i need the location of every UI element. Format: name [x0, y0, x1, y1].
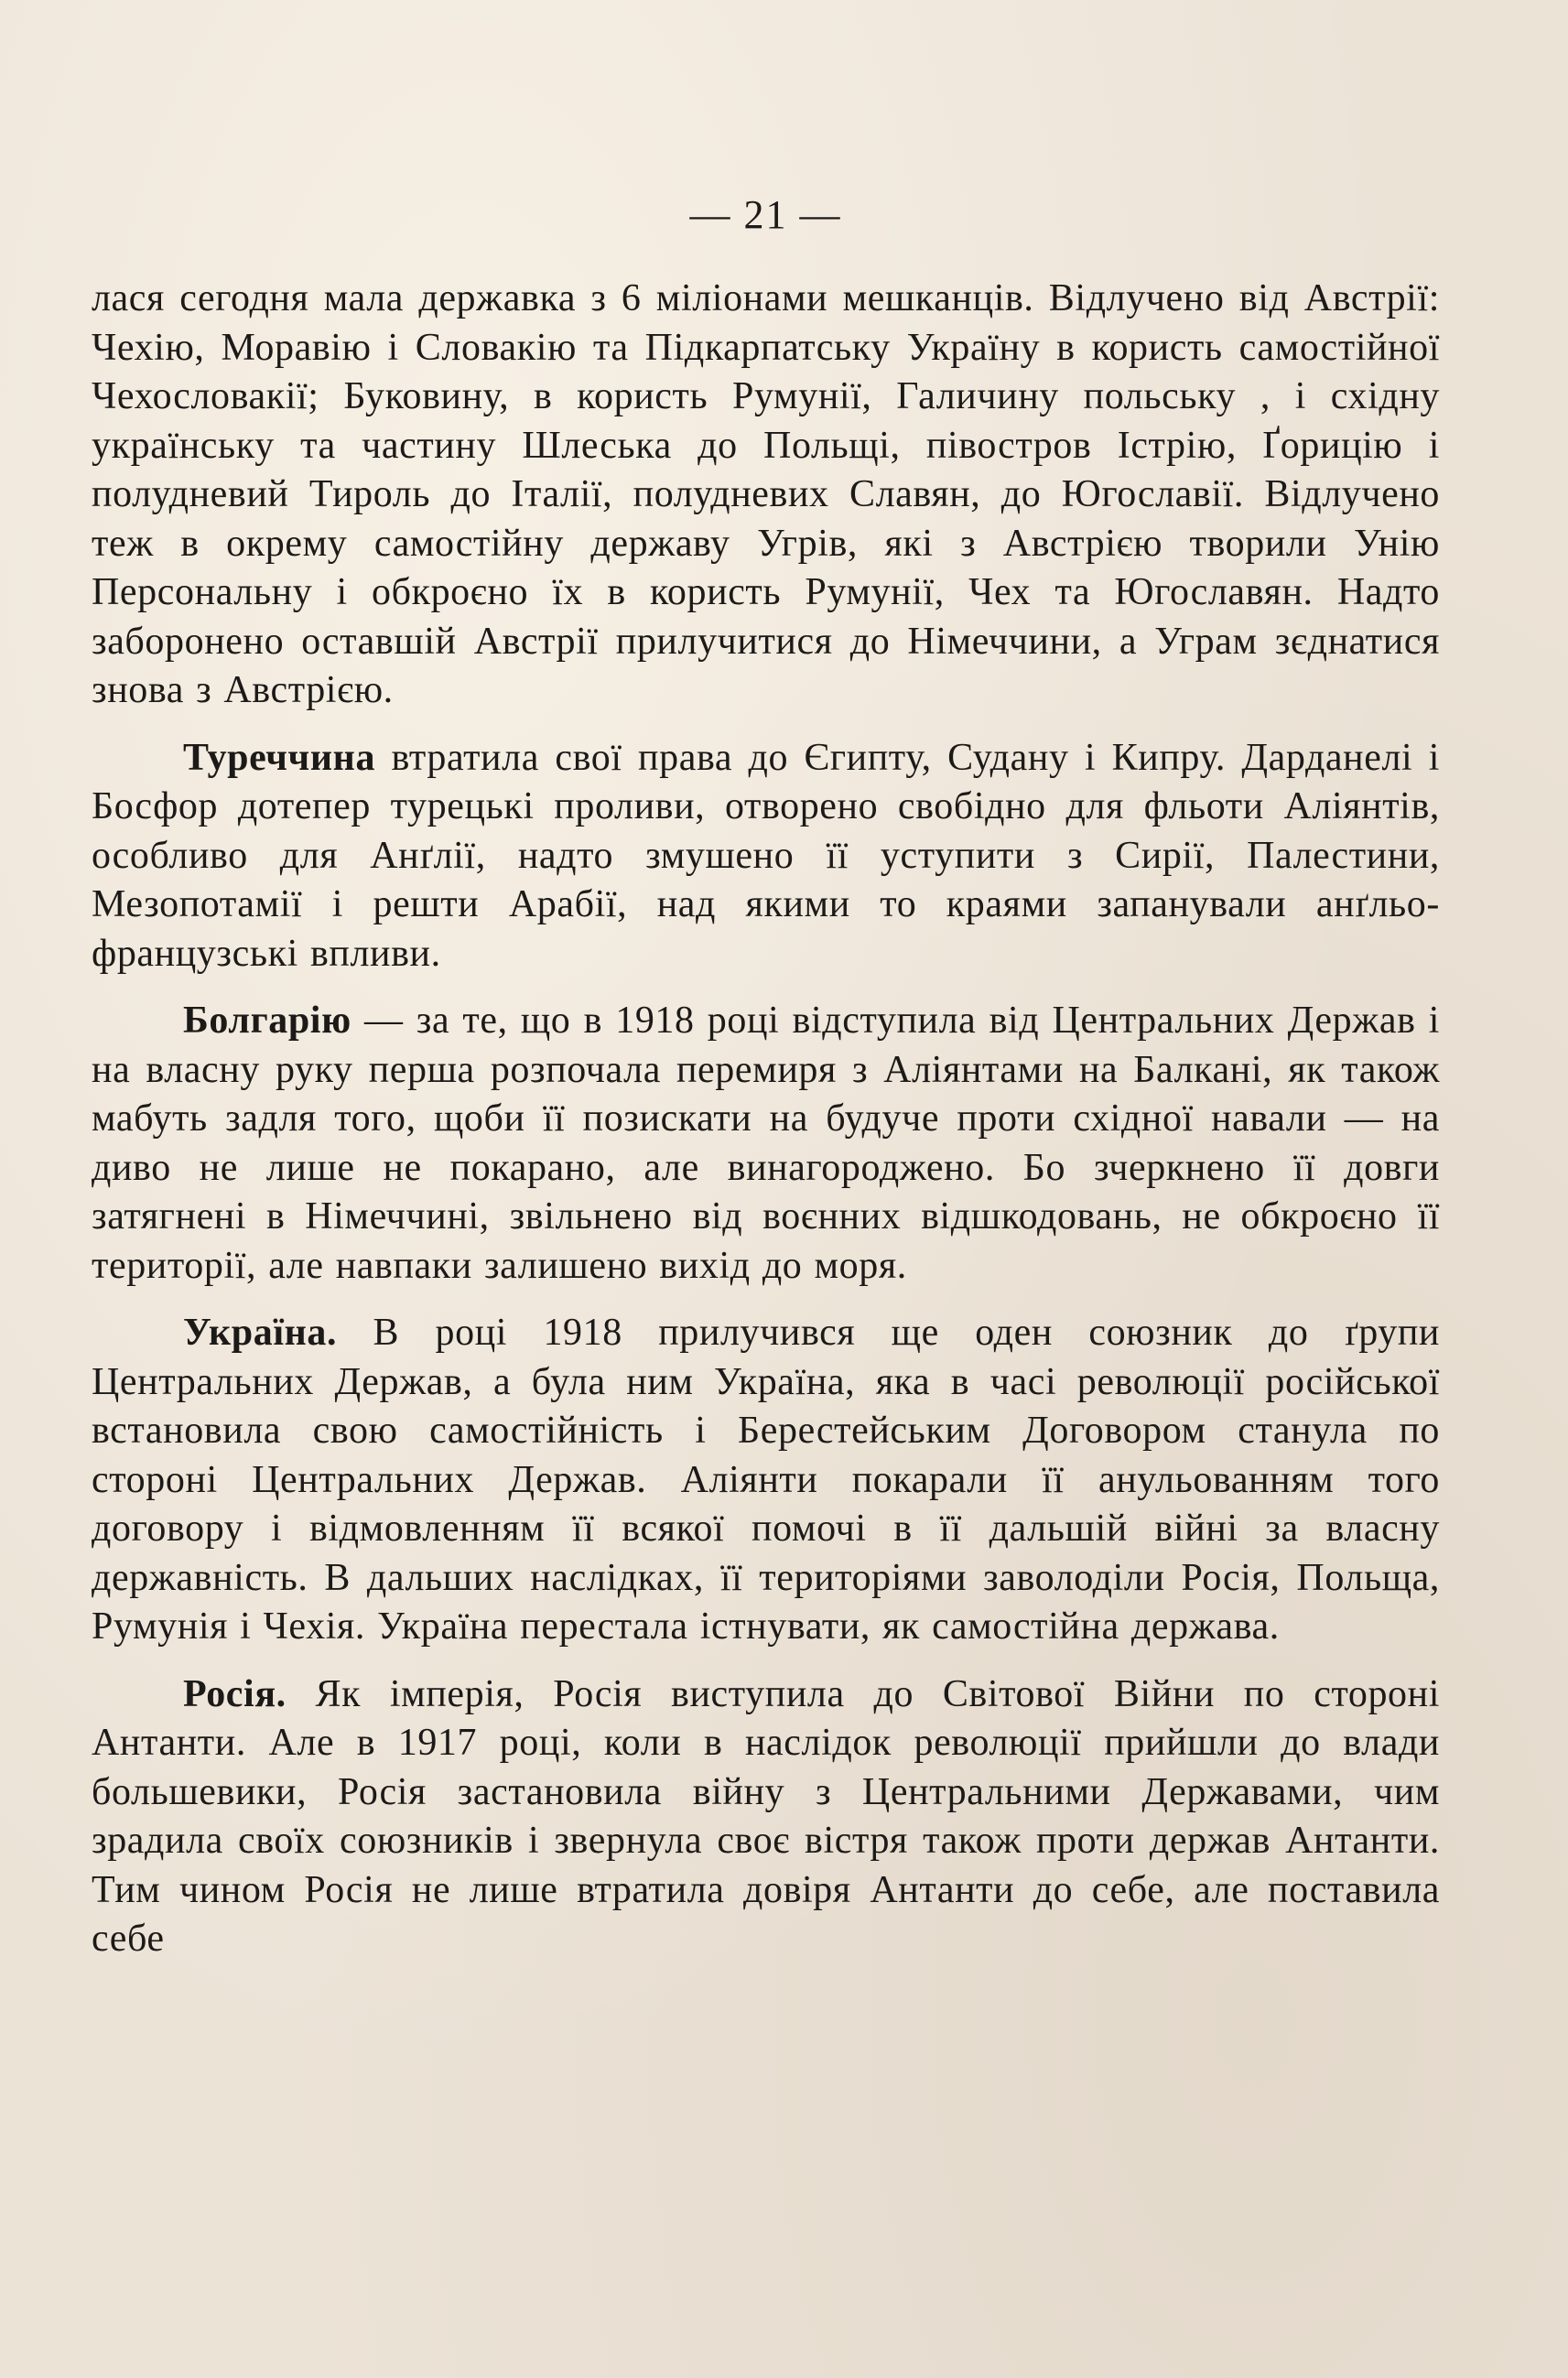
- paragraph-text: лася сегодня мала державка з 6 міліонами мешканців. Відлучено від Австрії: Чехію, Моравію і Словакію та Підкарпатську Україну в користь самостійної Чехословакії; Буковину, в користь Румунії, Галичину польську , і східну українську та частину Шлеська до Польщі, півостров Істрію, Ґорицію і полудневий Тироль до Італії, полудневих Славян, до Югославії. Відлучено теж в окрему самостійну державу Угрів, які з Австрією творили Унію Персональну і обкроєно їх в користь Румунії, Чех та Югославян. Надто заборонено оставшій Австрії прилучитися до Німеччини, а Уграм зєднатися знова з Австрією.: [92, 277, 1440, 711]
- paragraph-lead: Болгарію: [183, 1000, 351, 1042]
- paragraph-lead: Туреччина: [183, 736, 376, 779]
- paragraph-text: втратила свої права до Єгипту, Судану і Кипру. Дарданелі і Босфор дотепер турецькі проливи, отворено свобідно для фльоти Аліянтів, особливо для Анґлії, надто змушено її уступити з Сирії, Палестини, Мезопотамії і решти Арабії, над якими то краями запанували анґльо-французські впливи.: [92, 736, 1440, 975]
- paragraph-text: В році 1918 прилучився ще оден союзник до ґрупи Центральних Держав, а була ним Україна, яка в часі революції російської встановила свою самостійність і Берестейським Договором станула по стороні Центральних Держав. Аліянти покарали її анульованням того договору і відмовленням її всякої помочі в її дальшій війні за власну державність. В дальших наслідках, її територіями заволоділи Росія, Польща, Румунія і Чехія. Україна перестала істнувати, як самостійна держава.: [92, 1312, 1440, 1648]
- paragraph-lead: Росія.: [183, 1672, 287, 1715]
- paragraph-bulgaria: [92, 997, 1440, 1291]
- paragraph-text: — за те, що в 1918 році відступила від Центральних Держав і на власну руку перша розпочала перемиря з Аліянтами на Балкані, як також мабуть задля того, щоби її позискати на будуче проти східної навали — на диво не лише не покарано, але винагороджено. Бо зчеркнено її довги затягнені в Німеччині, звільнено від воєнних відшкодовань, не обкроєно її території, але навпаки залишено вихід до моря.: [92, 1000, 1440, 1287]
- paragraph-austria: [92, 275, 1440, 716]
- paragraph-lead: Україна.: [183, 1312, 338, 1354]
- paragraph-text: Як імперія, Росія виступила до Світової Війни по стороні Антанти. Але в 1917 році, коли в наслідок революції прийшли до влади большевики, Росія застановила війну з Центральними Державами, чим зрадила своїх союзників і звернула своє вістря також проти держав Антанти. Тим чином Росія не лише втратила довіря Антанти до себе, але поставила себе: [92, 1672, 1440, 1960]
- paragraph-turkey: [92, 734, 1440, 979]
- paragraph-ukraine: [92, 1309, 1440, 1652]
- paragraph-russia: [92, 1670, 1440, 1964]
- page-number: — 21 —: [689, 192, 842, 237]
